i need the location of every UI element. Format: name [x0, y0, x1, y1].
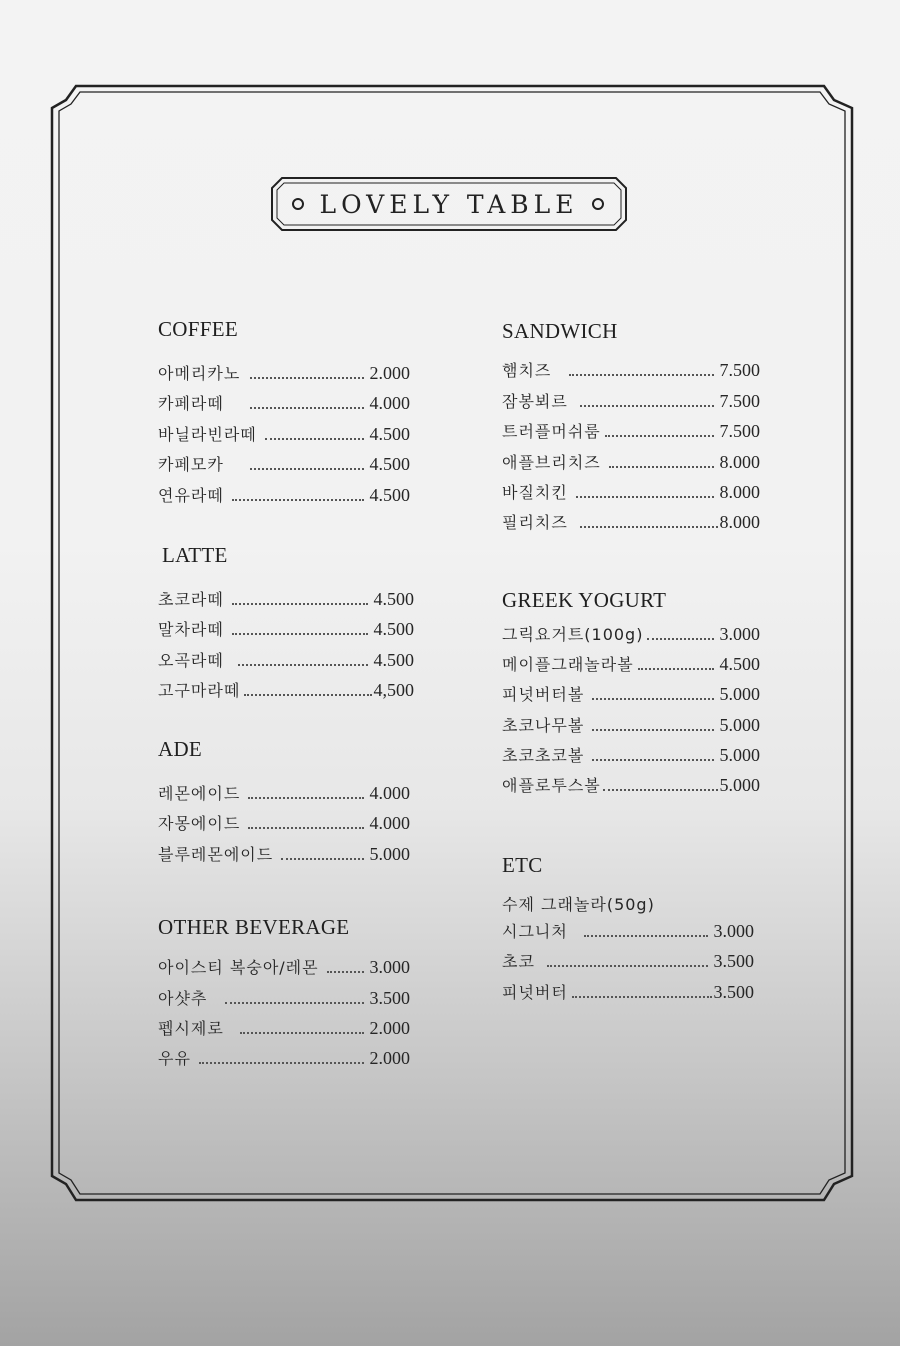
menu-item: 햄치즈 7.500 [502, 360, 760, 380]
section-title-sandwich: SANDWICH [502, 319, 618, 343]
menu-item: 바닐라빈라떼 4.500 [158, 424, 410, 444]
menu-item: 오곡라떼 4.500 [158, 650, 414, 670]
menu-item: 카페모카 4.500 [158, 454, 410, 474]
menu-title: LOVELY TABLE [319, 189, 579, 219]
menu-item: 애플브리치즈 8.000 [502, 452, 760, 472]
menu-item: 초코초코볼 5.000 [502, 745, 760, 765]
menu-item: 트러플머쉬룸 7.500 [502, 421, 760, 441]
section-title-ade: ADE [158, 737, 203, 761]
section-title-coffee: COFFEE [158, 317, 238, 341]
menu-item: 연유라떼 4.500 [158, 485, 410, 505]
menu-item: 레몬에이드 4.000 [158, 783, 410, 803]
menu-item: 자몽에이드 4.000 [158, 813, 410, 833]
menu-item: 아메리카노 2.000 [158, 363, 410, 383]
menu-item: 그릭요거트(100g) 3.000 [502, 624, 760, 644]
menu-item: 초코나무볼 5.000 [502, 715, 760, 735]
section-title-greek-yogurt: GREEK YOGURT [502, 588, 667, 612]
section-title-latte: LATTE [162, 543, 228, 567]
menu-item: 블루레몬에이드 5.000 [158, 844, 410, 864]
menu-item: 고구마라떼 4,500 [158, 680, 414, 700]
menu-item: 말차라떼 4.500 [158, 619, 414, 639]
menu-item: 필리치즈 8.000 [502, 512, 760, 532]
menu-item: 펩시제로 2.000 [158, 1018, 410, 1038]
menu-item: 피넛버터볼 5.000 [502, 684, 760, 704]
menu-item: 애플로투스볼 5.000 [502, 775, 760, 795]
menu-item: 시그니처 3.000 [502, 921, 754, 941]
section-title-etc: ETC [502, 853, 543, 877]
menu-item: 카페라떼 4.000 [158, 393, 410, 413]
menu-item: 아이스티 복숭아/레몬 3.000 [158, 957, 410, 977]
menu-item: 피넛버터 3.500 [502, 982, 754, 1002]
section-title-other-beverage: OTHER BEVERAGE [158, 915, 350, 939]
menu-item: 메이플그래놀라볼 4.500 [502, 654, 760, 674]
menu-item: 우유 2.000 [158, 1048, 410, 1068]
menu-item: 아샷추 3.500 [158, 988, 410, 1008]
menu-item: 초코라떼 4.500 [158, 589, 414, 609]
etc-subheading: 수제 그래놀라(50g) [502, 895, 655, 914]
menu-item: 초코 3.500 [502, 951, 754, 971]
menu-item: 바질치킨 8.000 [502, 482, 760, 502]
menu-item: 잠봉뵈르 7.500 [502, 391, 760, 411]
